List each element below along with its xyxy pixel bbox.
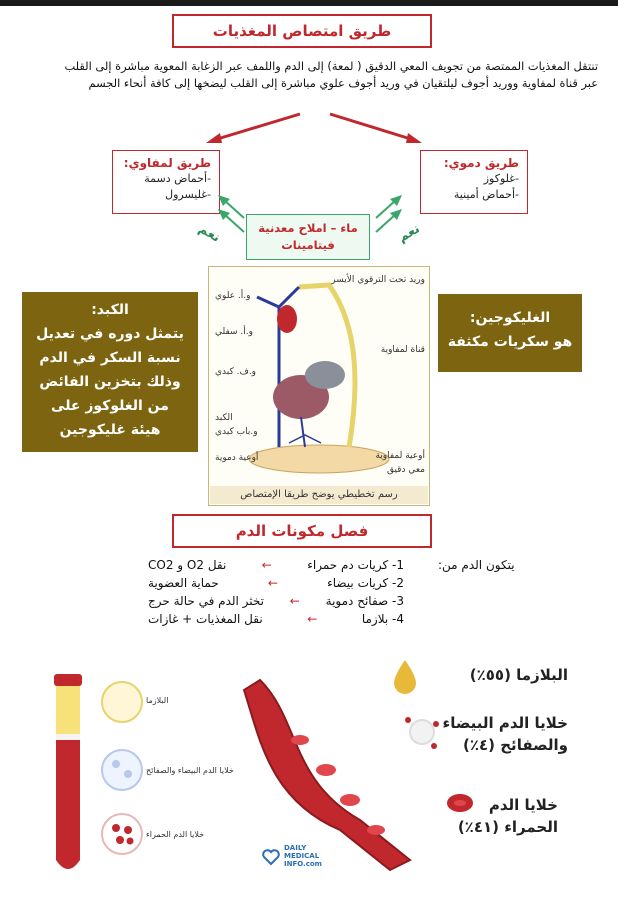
tube-label-wbc: خلايا الدم البيضاء والصفائح <box>146 766 234 775</box>
page-title: طريق امتصاص المغذيات <box>172 14 432 48</box>
arrow-icon: ← <box>267 576 278 590</box>
liver-title: الكبد: <box>91 302 129 318</box>
liver-line: وذلك بتخزين الفائض <box>39 374 181 390</box>
center-line-2: فيتامينات <box>281 238 335 252</box>
arrow-icon: ← <box>307 612 318 626</box>
daily-medical-info-logo <box>262 842 326 874</box>
component-name: 3- صفائح دموية <box>325 594 404 608</box>
plasma-circle <box>102 682 142 722</box>
blood-composition-intro: يتكون الدم من: <box>438 558 515 572</box>
wbc-icon <box>404 714 440 750</box>
logo-text-1: DAILY <box>284 844 307 852</box>
arrow-icon: ← <box>261 558 272 572</box>
liver-line: هيئة غليكوجين <box>59 422 161 438</box>
component-row <box>148 574 404 592</box>
label-lymph-vessels: أوعية لمفاوية <box>375 451 425 461</box>
wbc-label-line2: والصفائح (٤٪) <box>463 736 568 754</box>
center-line-1: ماء – املاح معدنية <box>258 221 358 235</box>
absorption-diagram <box>208 266 430 506</box>
liver-line: نسبة السكر في الدم <box>39 350 181 366</box>
label-sup-vena: و.أ. علوي <box>215 291 251 301</box>
label-portal: و.باب كبدي <box>215 427 258 437</box>
tube-label-plasma: البلازما <box>146 696 169 705</box>
diagram-caption: رسم تخطيطي يوضح طريقا الإمتصاص <box>210 486 428 504</box>
blood-route-item: -غلوكوز <box>483 172 519 185</box>
rbc-label-line1: خلايا الدم <box>488 796 558 814</box>
glycogen-box <box>438 294 582 372</box>
blood-route-item: -أحماض أمينية <box>453 188 519 201</box>
intro-line-2: عبر قناة لمفاوية ووريد أجوف ليلتقيان في وريد أجوف علوي مباشرة إلى القلب ليضخها إلى كافة أنحاء الجسم <box>88 76 598 90</box>
top-bar <box>0 0 618 6</box>
label-blood-vessels: أوعية دموية <box>215 453 259 463</box>
blood-route-box <box>420 150 528 214</box>
logo-text-3: INFO.com <box>284 860 322 868</box>
label-lymph-duct: قناة لمفاوية <box>380 345 425 355</box>
side-label-left: نعم <box>195 221 223 246</box>
label-intestine: معي دقيق <box>386 465 425 475</box>
component-role: حماية العضوية <box>148 576 219 590</box>
component-role: تخثر الدم في حالة حرج <box>148 594 265 608</box>
lymph-route-title: طريق لمفاوي: <box>123 156 211 170</box>
rbc-circle <box>102 814 142 854</box>
glycogen-text: هو سكريات مكثفة <box>447 334 573 350</box>
tube-plasma <box>56 686 80 734</box>
rbc-percent-label <box>458 794 558 838</box>
blood-route-title: طريق دموي: <box>443 156 519 170</box>
component-role: نقل O2 و CO2 <box>148 558 227 572</box>
label-subclavian: وريد تحت الترقوي الأيسر <box>331 275 425 285</box>
tube-buffy <box>56 734 80 740</box>
component-row <box>148 592 404 610</box>
component-row <box>148 610 404 628</box>
section-title: فصل مكونات الدم <box>172 514 432 548</box>
arrow-icon: ← <box>289 594 300 608</box>
label-inf-vena: و.أ. سفلي <box>215 327 254 337</box>
wbc-label-line1: خلايا الدم البيضاء <box>442 714 568 732</box>
liver-line: يتمثل دوره في تعديل <box>36 326 184 342</box>
component-role: نقل المغذيات + غازات <box>148 612 263 626</box>
intro-line-1: تنتقل المغذيات الممتصة من تجويف المعي الدقيق ( لمعة) إلى الدم واللمف عبر الزغابة المعوية مباشرة إلى القلب <box>64 59 598 73</box>
lymph-route-box <box>112 150 220 214</box>
side-label-right: نعم <box>395 221 423 246</box>
label-hepatic: و.ف. كبدي <box>215 367 257 377</box>
lymph-route-item: -أحماض دسمة <box>144 172 211 185</box>
wbc-circle <box>102 750 142 790</box>
intro-text <box>20 58 598 92</box>
label-liver: الكبد <box>215 413 233 423</box>
heart-logo-icon <box>262 848 280 866</box>
component-name: 2- كريات بيضاء <box>327 576 404 590</box>
lymph-route-item: -غليسرول <box>165 188 211 201</box>
glycogen-title: الغليكوجين: <box>469 310 551 326</box>
tube-rbc <box>56 740 80 869</box>
tube-cap <box>54 674 82 686</box>
liver-line: من الغلوكوز على <box>51 398 169 414</box>
liver-box <box>22 292 198 452</box>
test-tube-illustration <box>40 664 230 894</box>
red-arrows <box>200 106 430 146</box>
component-name: 1- كريات دم حمراء <box>307 558 404 572</box>
blood-components-list <box>148 556 404 628</box>
common-nutrients-box <box>246 214 370 260</box>
component-row <box>148 556 404 574</box>
wbc-percent-label <box>443 712 568 756</box>
plasma-percent-label: البلازما (٥٥٪) <box>469 666 568 684</box>
logo-text-2: MEDICAL <box>284 852 320 860</box>
component-name: 4- بلازما <box>361 612 404 626</box>
rbc-label-line2: الحمراء (٤١٪) <box>457 818 558 836</box>
plasma-drop-icon <box>390 656 420 696</box>
tube-label-rbc: خلايا الدم الحمراء <box>146 830 205 839</box>
